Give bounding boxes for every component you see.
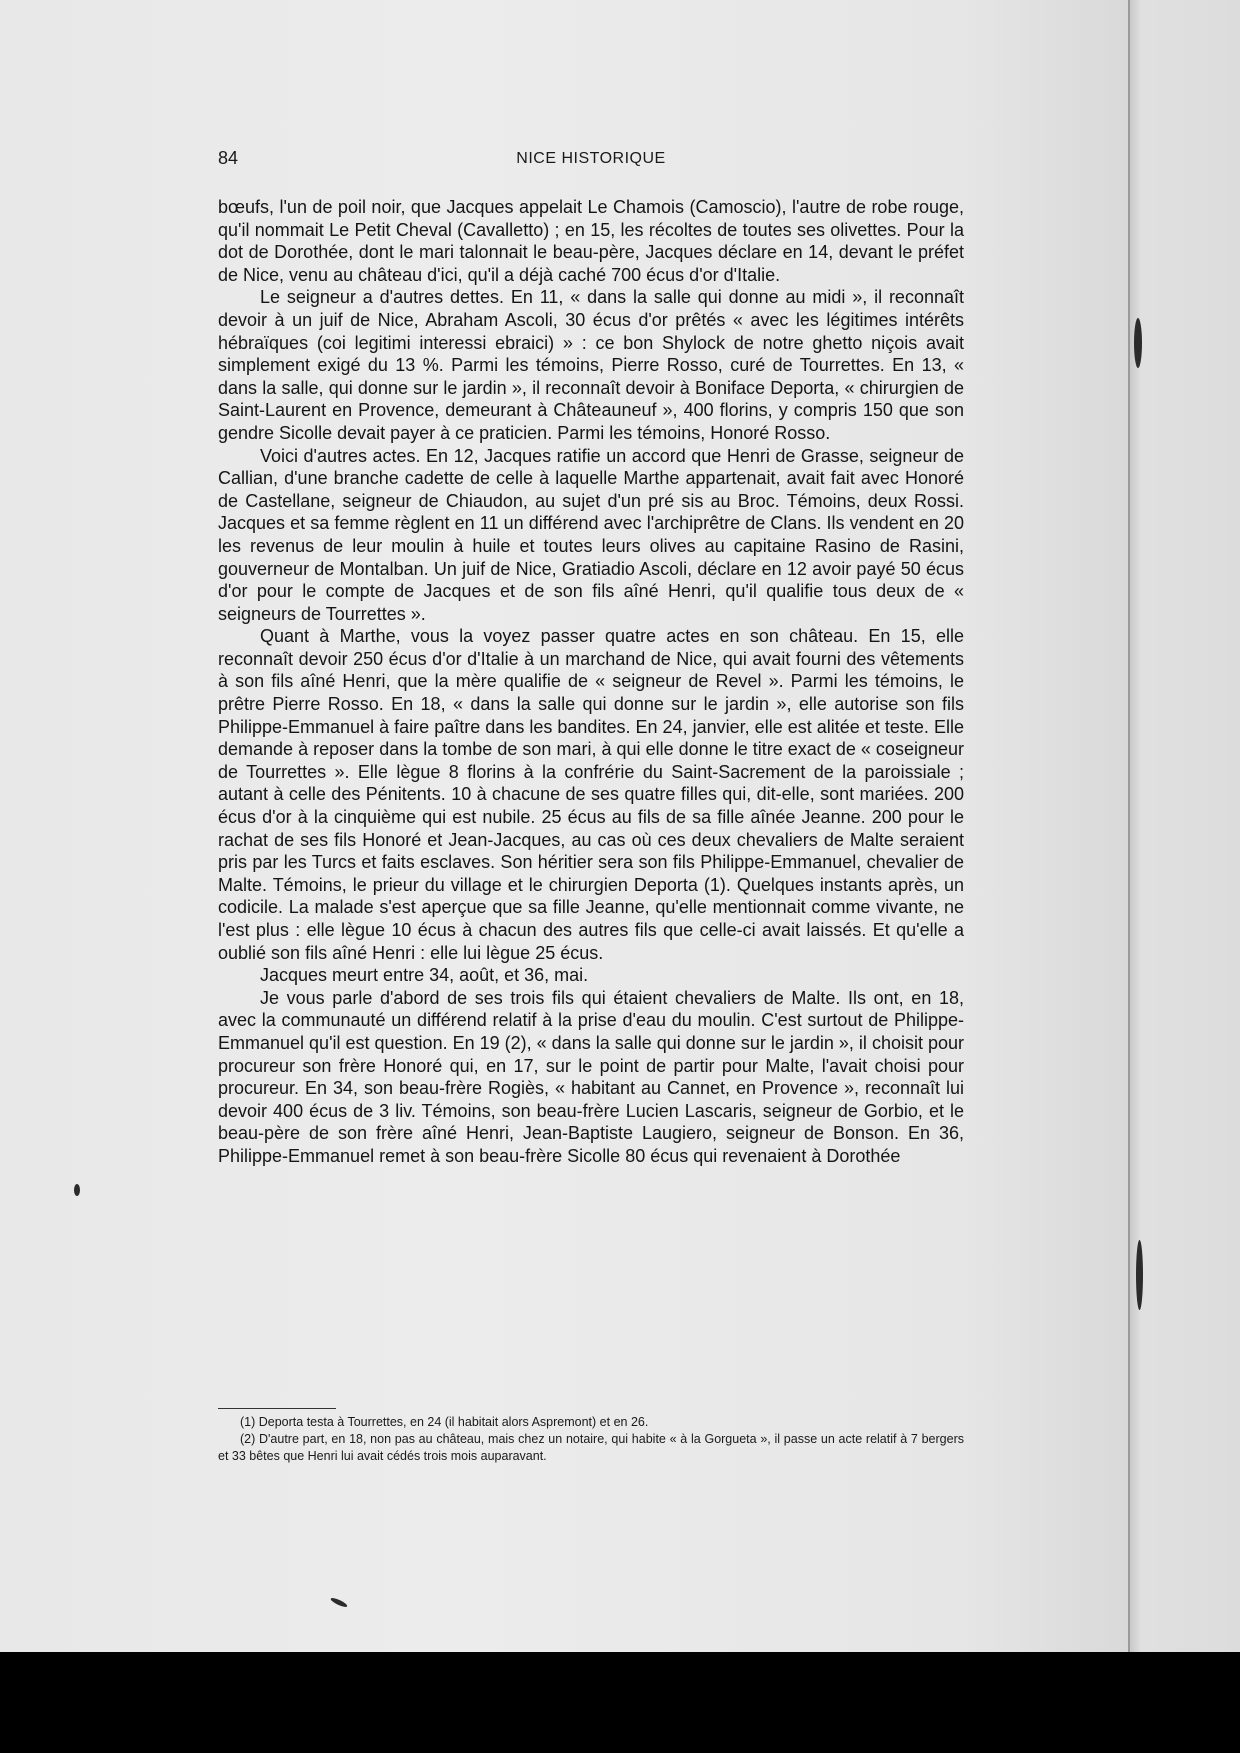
paragraph: Quant à Marthe, vous la voyez passer quatre actes en son château. En 15, elle reconnaît devoir 250 écus d'or d'Italie à un marchand de Nice, qui avait fourni des vêtements à son fils aîné Henri, que la mère qualifie de « seigneur de Revel ». Parmi les témoins, le prêtre Pierre Rosso. En 18, « dans la salle qui donne sur le jardin », elle autorise son fils Philippe-Emmanuel à faire paître dans les bandites. En 24, janvier, elle est alitée et teste. Elle demande à reposer dans la tombe de son mari, à qui elle donne le titre exact de « coseigneur de Tourrettes ». Elle lègue 8 florins à la confrérie du Saint-Sacrement de la paroissiale ; autant à celle des Pénitents. 10 à chacune de ses quatre filles qui, dit-elle, sont mariées. 200 écus d'or à la cinquième qui est nubile. 25 écus au fils de sa fille aînée Jeanne. 200 pour le rachat de ses fils Honoré et Jean-Jacques, au cas où ces deux chevaliers de Malte seraient pris par les Turcs et faits esclaves. Son héritier sera son fils Philippe-Emmanuel, chevalier de Malte. Témoins, le prieur du village et le chirurgien Deporta (1). Quelques instants après, un codicile. La malade s'est aperçue que sa fille Jeanne, qu'elle mentionnait comme vivante, ne l'est plus : elle lègue 10 écus à chacun des autres fils que celle-ci avait laissés. Et qu'elle a oublié son fils aîné Henri : elle lui lègue 25 écus. [218, 626, 964, 963]
ink-speck [330, 1596, 348, 1608]
paragraph: Voici d'autres actes. En 12, Jacques ratifie un accord que Henri de Grasse, seigneur de Callian, d'une branche cadette de celle à laquelle Marthe appartenait, avait fait avec Honoré de Castellane, seigneur de Chiaudon, au sujet d'un pré sis au Broc. Témoins, deux Rossi. Jacques et sa femme règlent en 11 un différend avec l'archiprêtre de Clans. Ils vendent en 20 les revenus de leur moulin à huile et toutes leurs olives au capitaine Rasino de Rasini, gouverneur de Montalban. Un juif de Nice, Gratiadio Ascoli, déclare en 12 avoir payé 50 écus d'or pour le compte de Jacques et de son fils aîné Henri, qu'il qualifie tous deux de « seigneurs de Tourrettes ». [218, 445, 964, 624]
paragraph: bœufs, l'un de poil noir, que Jacques appelait Le Chamois (Camoscio), l'autre de robe rouge, qu'il nommait Le Petit Cheval (Cavalletto) ; en 15, les récoltes de toutes ses olivettes. Pour la dot de Dorothée, dont le mari talonnait le beau-père, Jacques déclare en 14, devant le préfet de Nice, venu au château d'ici, qu'il a déjà caché 700 écus d'or d'Italie. [218, 197, 964, 285]
paragraph: Jacques meurt entre 34, août, et 36, mai. [260, 965, 589, 986]
page-number: 84 [218, 148, 239, 168]
body-text [218, 196, 964, 1168]
footnote-rule [218, 1408, 336, 1409]
footnote: (1) Deporta testa à Tourrettes, en 24 (il habitait alors Aspremont) et en 26. [240, 1415, 649, 1429]
footnote: (2) D'autre part, en 18, non pas au château, mais chez un notaire, qui habite « à la Gorgueta », il passe un acte relatif à 7 bergers et 33 bêtes que Henri lui avait cédés trois mois auparavant. [218, 1432, 964, 1463]
ink-speck [74, 1184, 80, 1196]
ink-speck [1134, 318, 1142, 368]
paragraph: Le seigneur a d'autres dettes. En 11, « dans la salle qui donne au midi », il reconnaît devoir à un juif de Nice, Abraham Ascoli, 30 écus d'or prêtés « avec les légitimes intérêts hébraïques (coi legitimi interessi ebraici) » : ce bon Shylock de notre ghetto niçois avait simplement exigé du 13 %. Parmi les témoins, Pierre Rosso, curé de Tourrettes. En 13, « dans la salle, qui donne sur le jardin », il reconnaît devoir à Boniface Deporta, « chirurgien de Saint-Laurent en Provence, demeurant à Châteauneuf », 400 florins, y compris 150 que son gendre Sicolle devait payer à ce praticien. Parmi les témoins, Honoré Rosso. [218, 287, 964, 443]
scan-border [0, 1652, 1240, 1753]
paragraph: Je vous parle d'abord de ses trois fils qui étaient chevaliers de Malte. Ils ont, en 18, avec la communauté un différend relatif à la prise d'eau du moulin. C'est surtout de Philippe-Emmanuel qu'il est question. En 19 (2), « dans la salle qui donne sur le jardin », il choisit pour procureur son frère Honoré qui, en 17, sur le point de partir pour Malte, l'avait choisi pour procureur. En 34, son beau-frère Rogiès, « habitant au Cannet, en Provence », reconnaît lui devoir 400 écus de 3 liv. Témoins, son beau-frère Lucien Lascaris, seigneur de Gorbio, et le beau-père de son frère aîné Henri, Jean-Baptiste Laugiero, seigneur de Bonson. En 36, Philippe-Emmanuel remet à son beau-frère Sicolle 80 écus qui revenaient à Dorothée [218, 987, 964, 1166]
footnotes [218, 1414, 964, 1465]
running-title: NICE HISTORIQUE [516, 150, 666, 167]
binding-edge [1128, 0, 1240, 1652]
ink-speck [1136, 1240, 1143, 1310]
page-header [218, 148, 964, 174]
